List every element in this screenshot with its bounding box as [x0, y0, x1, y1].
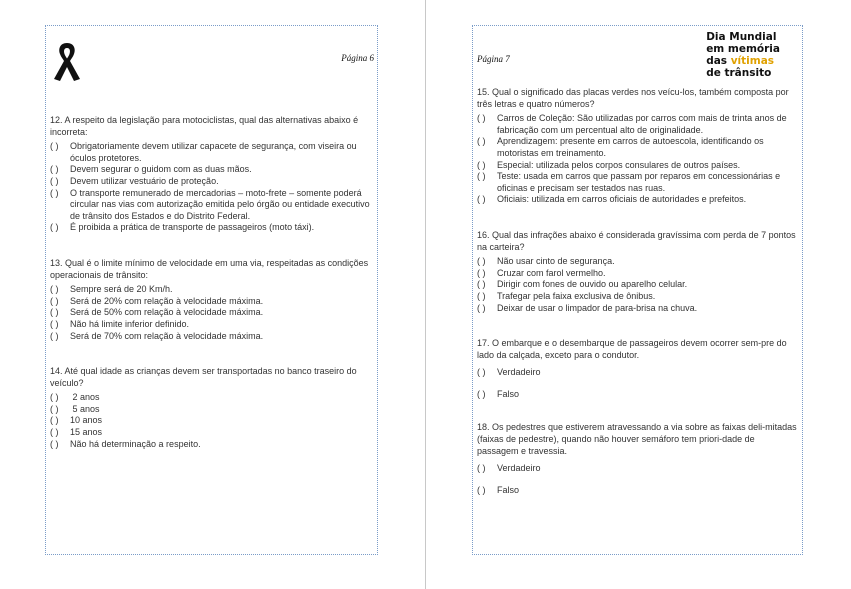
page-number: Página 6 — [341, 53, 374, 63]
answer-marker[interactable]: ( ) — [50, 284, 59, 295]
option-13b[interactable]: ( ) Será de 20% com relação à velocidade máxima. — [50, 295, 264, 306]
answer-marker[interactable]: ( ) — [50, 403, 59, 414]
answer-marker[interactable]: ( ) — [50, 222, 59, 233]
option-12c[interactable]: ( ) Devem utilizar vestuário de proteção. — [50, 175, 219, 186]
answer-marker[interactable]: ( ) — [477, 113, 486, 124]
question-14: 14. Até qual idade as crianças devem ser transportadas no banco traseiro do veículo? — [50, 366, 357, 388]
option-16c[interactable]: ( ) Dirigir com fones de ouvido ou aparelho celular. — [477, 279, 688, 290]
answer-marker[interactable]: ( ) — [50, 164, 59, 175]
option-17-true[interactable]: ( ) Verdadeiro — [477, 367, 541, 378]
left-questions — [50, 115, 373, 450]
option-15e[interactable]: ( ) Oficiais: utilizada em carros oficiais de autoridades e prefeitos. — [477, 194, 747, 205]
answer-marker[interactable]: ( ) — [50, 427, 59, 438]
answer-marker[interactable]: ( ) — [477, 279, 486, 290]
answer-marker[interactable]: ( ) — [477, 171, 486, 182]
question-12: 12. A respeito da legislação para motociclistas, qual das alternativas abaixo é incorreta: — [50, 115, 359, 137]
answer-marker[interactable]: ( ) — [477, 267, 486, 278]
option-14d[interactable]: ( ) 15 anos — [50, 427, 103, 438]
answer-marker[interactable]: ( ) — [50, 415, 59, 426]
answer-marker[interactable]: ( ) — [50, 307, 59, 318]
answer-marker[interactable]: ( ) — [50, 141, 59, 152]
answer-marker[interactable]: ( ) — [477, 484, 486, 495]
answer-marker[interactable]: ( ) — [50, 187, 59, 198]
answer-marker[interactable]: ( ) — [477, 388, 486, 399]
option-18-false[interactable]: ( ) Falso — [477, 484, 520, 495]
answer-marker[interactable]: ( ) — [477, 256, 486, 267]
answer-marker[interactable]: ( ) — [477, 463, 486, 474]
page-fold-divider — [425, 0, 426, 589]
question-16: 16. Qual das infrações abaixo é considerada gravíssima com perda de 7 pontos na carteira? — [477, 229, 796, 252]
page-7 — [472, 25, 803, 555]
page-6 — [45, 25, 378, 555]
answer-marker[interactable]: ( ) — [50, 438, 59, 449]
page-number: Página 7 — [477, 54, 510, 64]
answer-marker[interactable]: ( ) — [50, 330, 59, 341]
option-13e[interactable]: ( ) Será de 70% com relação à velocidade máxima. — [50, 330, 264, 341]
answer-marker[interactable]: ( ) — [477, 159, 486, 170]
answer-marker[interactable]: ( ) — [50, 175, 59, 186]
answer-marker[interactable]: ( ) — [50, 318, 59, 329]
option-13a[interactable]: ( ) Sempre será de 20 Km/h. — [50, 284, 173, 295]
mourning-ribbon-icon — [51, 40, 83, 82]
option-15c[interactable]: ( ) Especial: utilizada pelos corpos consulares de outros países. — [477, 159, 741, 170]
option-14c[interactable]: ( ) 10 anos — [50, 415, 103, 426]
option-17-false[interactable]: ( ) Falso — [477, 388, 520, 399]
option-15d[interactable]: ( ) Teste: usada em carros que passam por reparos em concessionárias e oficinas e precisam ser testados nas ruas. — [477, 171, 781, 193]
question-17: 17. O embarque e o desembarque de passageiros devem ocorrer sem-pre do lado da calçada, exceto para o condutor. — [477, 338, 787, 360]
answer-marker[interactable]: ( ) — [50, 295, 59, 306]
option-14b[interactable]: ( ) 5 anos — [50, 403, 100, 414]
option-16e[interactable]: ( ) Deixar de usar o limpador de para-brisa na chuva. — [477, 302, 698, 313]
answer-marker[interactable]: ( ) — [477, 136, 486, 147]
option-15a[interactable]: ( ) Carros de Coleção: São utilizadas por carros com mais de trinta anos de fabricação com um percentual alto de originalidade. — [477, 113, 787, 135]
answer-marker[interactable]: ( ) — [477, 302, 486, 313]
right-questions — [477, 87, 798, 506]
option-12a[interactable]: ( ) Obrigatoriamente devem utilizar capacete de segurança, com viseira ou óculos protetores. — [50, 141, 357, 163]
option-16b[interactable]: ( ) Cruzar com farol vermelho. — [477, 267, 606, 278]
option-16a[interactable]: ( ) Não usar cinto de segurança. — [477, 256, 615, 267]
option-13d[interactable]: ( ) Não há limite inferior definido. — [50, 318, 190, 329]
question-15: 15. Qual o significado das placas verdes nos veícu-los, também composta por três letras e quatro números? — [477, 87, 789, 109]
answer-marker[interactable]: ( ) — [477, 194, 486, 205]
option-12e[interactable]: ( ) É proibida a prática de transporte de passageiros (moto táxi). — [50, 222, 315, 233]
option-12b[interactable]: ( ) Devem segurar o guidom com as duas mãos. — [50, 164, 252, 175]
answer-marker[interactable]: ( ) — [477, 290, 486, 301]
answer-marker[interactable]: ( ) — [477, 367, 486, 378]
question-13: 13. Qual é o limite mínimo de velocidade em uma via, respeitadas as condições operacionais de trânsito: — [50, 257, 369, 280]
campaign-logo: Dia Mundial em memória das vítimas de trânsito — [706, 31, 780, 79]
option-14e[interactable]: ( ) Não há determinação a respeito. — [50, 438, 201, 449]
answer-marker[interactable]: ( ) — [50, 392, 59, 403]
option-16d[interactable]: ( ) Trafegar pela faixa exclusiva de ônibus. — [477, 290, 656, 301]
question-18: 18. Os pedestres que estiverem atravessando a via sobre as faixas deli-mitadas (faixas de pedestre), quando não houver semáforo tem priori-dade de passagem e travessia. — [477, 422, 797, 456]
option-14a[interactable]: ( ) 2 anos — [50, 392, 100, 403]
option-18-true[interactable]: ( ) Verdadeiro — [477, 463, 541, 474]
option-15b[interactable]: ( ) Aprendizagem: presente em carros de autoescola, identificando os motoristas em treinamento. — [477, 136, 764, 158]
option-12d[interactable]: ( ) O transporte remunerado de mercadorias – moto-frete – somente poderá circular nas vias com autorização emitida pelo órgão ou entidade executivo de trânsito dos Estados e do Distrito Federal. — [50, 187, 370, 221]
option-13c[interactable]: ( ) Será de 50% com relação à velocidade máxima. — [50, 307, 264, 318]
